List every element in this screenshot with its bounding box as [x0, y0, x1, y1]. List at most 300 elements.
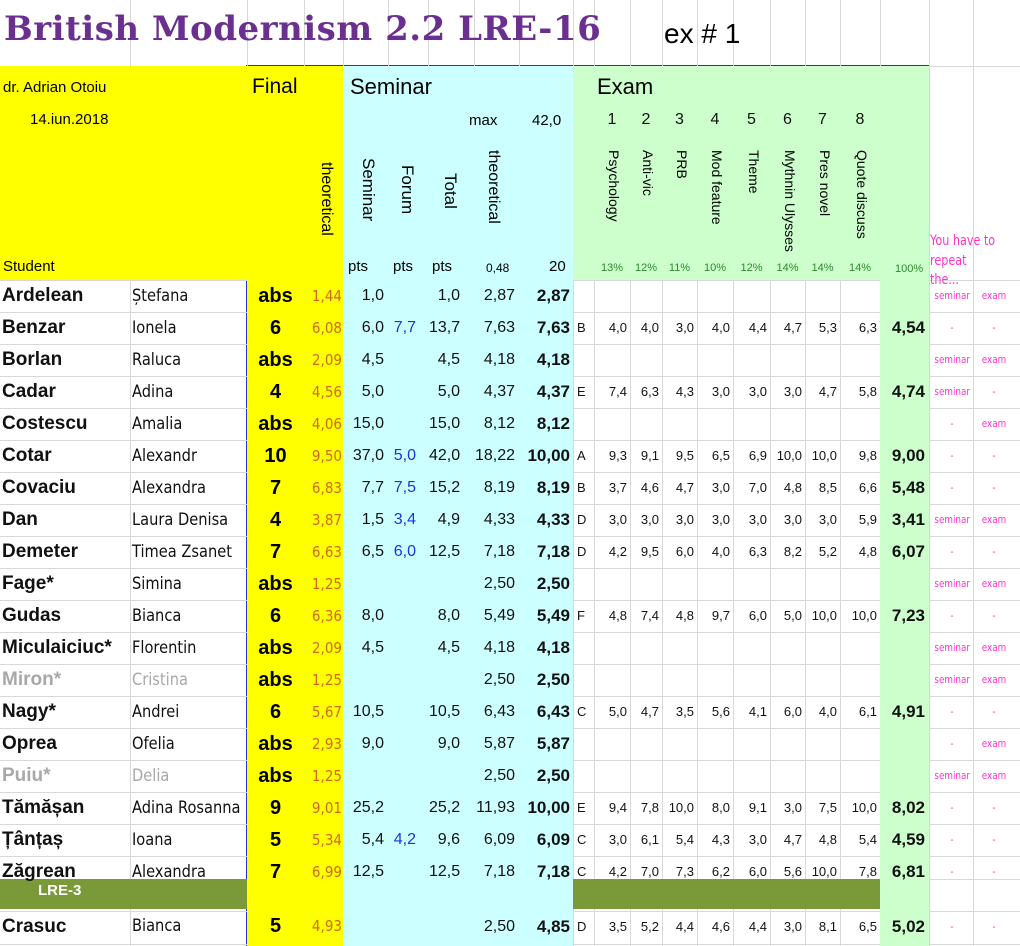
seminar-pts — [344, 760, 384, 792]
forum-pts — [389, 408, 416, 440]
final-grade: 7 — [269, 477, 282, 499]
exam-question-score: 3,0 — [783, 384, 802, 399]
pts-total: pts — [432, 258, 453, 275]
exam-q-pct: 13% — [600, 262, 624, 274]
repeat-seminar: - — [950, 321, 954, 334]
exam-question-score: 4,8 — [783, 480, 802, 495]
final-theoretical: 3,87 — [311, 511, 342, 529]
total-pts — [429, 760, 460, 792]
exam-question-score — [840, 568, 877, 600]
exam-question-score: 5,3 — [818, 320, 837, 335]
total-pts: 13,7 — [429, 319, 461, 336]
student-first-name: Andrei — [132, 702, 180, 722]
grid-col-19 — [973, 0, 974, 946]
exam-question-score: 4,4 — [748, 919, 767, 934]
exam-question-score: 9,8 — [858, 448, 877, 463]
exam-question-score — [805, 568, 837, 600]
forum-pts: 7,5 — [393, 479, 416, 496]
exam-question-score — [594, 344, 627, 376]
seminar-pts — [344, 664, 384, 696]
exam-question-score: 9,7 — [711, 608, 730, 623]
exam-question-score: 5,6 — [711, 704, 730, 719]
exam-question-score: 6,0 — [675, 544, 694, 559]
exam-question-score: 4,7 — [640, 704, 659, 719]
exam-question-score — [840, 728, 877, 760]
exam-total — [880, 280, 925, 312]
seminar-score-20: 4,85 — [536, 917, 570, 936]
teacher-name: dr. Adrian Otoiu — [3, 79, 107, 96]
seminar-theoretical: 18,22 — [475, 447, 516, 464]
exam-question-score — [630, 760, 659, 792]
exam-question-score: 4,8 — [608, 608, 627, 623]
exam-question-score — [805, 344, 837, 376]
student-last-name: Tămășan — [2, 797, 85, 818]
seminar-score-20: 2,87 — [536, 286, 570, 305]
exam-question-score: 4,1 — [748, 704, 767, 719]
exam-letter-grade — [577, 280, 593, 312]
exam-question-score — [630, 568, 659, 600]
seminar-theoretical: 8,19 — [483, 479, 515, 496]
final-grade: 10 — [264, 445, 287, 467]
exam-total-pct: 100% — [895, 263, 924, 275]
exam-question-score — [662, 344, 694, 376]
student-header: Student — [3, 258, 55, 275]
total-pts: 4,5 — [437, 351, 460, 368]
student-first-name: Alexandra — [132, 478, 206, 498]
seminar-pts: 1,0 — [361, 287, 384, 304]
exam-question-score — [697, 408, 730, 440]
student-first-name: Amalia — [132, 414, 183, 434]
exam-question-score: 10,0 — [668, 800, 694, 815]
exam-question-score — [733, 664, 767, 696]
exam-question-score — [594, 760, 627, 792]
exam-question-score: 3,5 — [608, 919, 627, 934]
repeat-exam: exam — [981, 577, 1007, 590]
exam-topic-header: PRB — [673, 150, 690, 179]
student-first-name: Ștefana — [132, 286, 189, 306]
exam-question-score: 6,9 — [748, 448, 767, 463]
exam-question-score: 10,0 — [776, 448, 802, 463]
exam-question-score — [594, 408, 627, 440]
student-last-name: Fage* — [2, 573, 54, 594]
student-first-name: Ioana — [132, 830, 173, 850]
exam-letter-grade: B — [577, 480, 586, 495]
final-theoretical: 6,83 — [311, 479, 342, 497]
exam-total — [880, 344, 925, 376]
repeat-exam: exam — [981, 513, 1007, 526]
exam-question-score — [662, 280, 694, 312]
repeat-seminar: seminar — [934, 673, 971, 686]
sheet-title: British Modernism 2.2 LRE-16 — [4, 9, 602, 49]
exam-total — [880, 632, 925, 664]
exam-question-score: 4,0 — [608, 320, 627, 335]
repeat-seminar: - — [950, 481, 954, 494]
exam-total: 4,59 — [891, 830, 925, 849]
exam-question-score: 10,0 — [811, 608, 837, 623]
repeat-seminar: - — [950, 801, 954, 814]
total-pts: 15,0 — [429, 415, 461, 432]
exam-question-score: 4,8 — [818, 832, 837, 847]
exam-total — [880, 664, 925, 696]
seminar-theoretical: 4,33 — [483, 511, 515, 528]
seminar-theoretical: 2,50 — [483, 671, 515, 688]
total-pts: 25,2 — [429, 799, 461, 816]
exam-letter-grade: F — [577, 608, 585, 623]
exam-q-number: 6 — [783, 111, 792, 128]
repeat-exam: exam — [981, 769, 1007, 782]
seminar-pts: 12,5 — [352, 863, 384, 880]
exam-question-score — [840, 664, 877, 696]
student-first-name: Bianca — [132, 606, 182, 626]
exam-question-score: 3,0 — [783, 512, 802, 527]
repeat-exam: exam — [981, 673, 1007, 686]
exam-question-score: 7,4 — [608, 384, 627, 399]
exam-question-score: 5,0 — [783, 608, 802, 623]
exam-question-score: 4,2 — [608, 544, 627, 559]
total-pts: 10,5 — [429, 703, 461, 720]
final-grade: abs — [258, 573, 293, 595]
exam-question-score — [662, 632, 694, 664]
seminar-pts — [344, 911, 384, 942]
theoretical-final-header: theoretical — [318, 162, 335, 236]
repeat-exam: exam — [981, 353, 1007, 366]
exam-question-score — [840, 280, 877, 312]
repeat-header: You have to repeat the... — [930, 233, 996, 289]
exam-topic-header: Mythnin Ulysses — [781, 150, 798, 252]
exam-question-score: 7,8 — [640, 800, 659, 815]
seminar-pts: 15,0 — [352, 415, 384, 432]
exam-question-score — [733, 760, 767, 792]
student-first-name: Delia — [132, 766, 170, 786]
exam-letter-grade: C — [577, 832, 587, 847]
seminar-theoretical: 5,87 — [483, 735, 515, 752]
exam-question-score: 3,0 — [711, 512, 730, 527]
seminar-theoretical: 4,37 — [483, 383, 515, 400]
final-grade: abs — [258, 285, 293, 307]
exam-question-score: 6,1 — [858, 704, 877, 719]
seminar-score-20: 2,50 — [536, 574, 570, 593]
exam-question-score: 5,8 — [858, 384, 877, 399]
seminar-score-20: 7,18 — [536, 542, 570, 561]
exam-question-score — [697, 728, 730, 760]
total-pts: 5,0 — [437, 383, 460, 400]
exam-question-score: 3,0 — [818, 512, 837, 527]
seminar-score-20: 2,50 — [536, 670, 570, 689]
forum-pts: 4,2 — [393, 831, 416, 848]
total-pts: 4,9 — [437, 511, 460, 528]
exam-question-score — [770, 568, 802, 600]
exam-q-pct: 11% — [668, 262, 691, 274]
exam-question-score: 8,0 — [711, 800, 730, 815]
seminar-score-20: 4,18 — [536, 350, 570, 369]
student-first-name: Ofelia — [132, 734, 175, 754]
exam-topic-header: Anti-vic — [640, 150, 656, 196]
seminar-score-20: 10,00 — [527, 798, 570, 817]
seminar-pts: 37,0 — [352, 447, 384, 464]
ratio-value: 0,48 — [486, 261, 510, 275]
forum-pts — [389, 280, 416, 312]
seminar-theoretical: 5,49 — [483, 607, 515, 624]
exam-q-pct: 12% — [634, 262, 658, 274]
student-last-name: Cotar — [2, 445, 52, 466]
repeat-seminar: - — [950, 737, 954, 750]
exam-question-score: 6,5 — [711, 448, 730, 463]
final-grade: abs — [258, 637, 293, 659]
student-first-name: Bianca — [132, 916, 182, 936]
exam-question-score: 7,0 — [748, 480, 767, 495]
exam-question-score — [630, 728, 659, 760]
exam-question-score: 3,0 — [748, 832, 767, 847]
final-grade: 4 — [269, 381, 282, 403]
exam-question-score: 4,3 — [675, 384, 694, 399]
student-last-name: Borlan — [2, 349, 63, 370]
student-last-name: Zăgrean — [2, 861, 76, 882]
seminar-score-20: 7,18 — [536, 862, 570, 881]
total-pts — [429, 664, 460, 696]
exam-question-score — [805, 408, 837, 440]
exam-question-score: 4,6 — [640, 480, 659, 495]
exam-question-score: 3,0 — [640, 512, 659, 527]
repeat-exam: - — [992, 801, 996, 814]
exam-question-score: 4,4 — [675, 919, 694, 934]
exam-question-score: 6,3 — [640, 384, 659, 399]
repeat-exam: - — [992, 609, 996, 622]
exam-question-score — [805, 632, 837, 664]
repeat-exam: - — [992, 385, 996, 398]
seminar-score-20: 5,87 — [536, 734, 570, 753]
exam-letter-grade: A — [577, 448, 586, 463]
final-grade: 7 — [269, 541, 282, 563]
exam-question-score: 3,7 — [608, 480, 627, 495]
exam-question-score: 9,5 — [640, 544, 659, 559]
repeat-seminar: seminar — [934, 353, 971, 366]
repeat-seminar: - — [950, 920, 954, 933]
exam-question-score — [697, 760, 730, 792]
final-grade: abs — [258, 733, 293, 755]
exam-total — [880, 728, 925, 760]
repeat-exam: exam — [981, 641, 1007, 654]
final-theoretical: 5,67 — [311, 703, 342, 721]
exam-question-score — [770, 408, 802, 440]
exam-total: 5,02 — [891, 917, 925, 936]
exam-question-score: 3,0 — [748, 512, 767, 527]
forum-pts — [389, 696, 416, 728]
exam-question-score: 10,0 — [851, 800, 877, 815]
exam-question-score: 5,9 — [858, 512, 877, 527]
student-header-fill — [0, 66, 247, 280]
exam-question-score — [733, 568, 767, 600]
seminar-score-20: 4,33 — [536, 510, 570, 529]
final-theoretical: 6,08 — [311, 319, 342, 337]
exam-question-score: 3,0 — [748, 384, 767, 399]
total-pts: 9,0 — [437, 735, 460, 752]
repeat-exam: - — [992, 920, 996, 933]
exam-letter-grade: E — [577, 800, 586, 815]
exam-question-score: 8,5 — [818, 480, 837, 495]
exam-question-score: 3,0 — [711, 384, 730, 399]
group-label: LRE-3 — [38, 882, 82, 899]
total-pts: 1,0 — [437, 287, 460, 304]
exam-question-score: 3,0 — [675, 320, 694, 335]
exam-q-pct: 14% — [811, 262, 834, 274]
student-last-name: Costescu — [2, 413, 88, 434]
exam-question-score: 6,0 — [748, 608, 767, 623]
student-first-name: Ionela — [132, 318, 177, 338]
exam-question-score: 6,0 — [783, 704, 802, 719]
forum-pts — [389, 728, 416, 760]
seminar-pts: 4,5 — [361, 639, 384, 656]
seminar-score-20: 6,43 — [536, 702, 570, 721]
student-last-name: Puiu* — [2, 765, 51, 786]
exam-topic-header: Mod feature — [709, 150, 725, 225]
exam-question-score: 6,5 — [858, 919, 877, 934]
exam-question-score — [733, 408, 767, 440]
exam-total: 4,74 — [891, 382, 925, 401]
exam-question-score: 5,0 — [608, 704, 627, 719]
exam-question-score — [630, 664, 659, 696]
student-first-name: Timea Zsanet — [132, 542, 232, 562]
exam-question-score — [733, 728, 767, 760]
exam-question-score: 4,0 — [640, 320, 659, 335]
exam-question-score — [662, 728, 694, 760]
exam-question-score: 4,7 — [675, 480, 694, 495]
exam-question-score: 5,2 — [818, 544, 837, 559]
exam-question-score: 6,0 — [748, 864, 767, 879]
exam-question-score — [594, 280, 627, 312]
final-grade: 6 — [269, 701, 282, 723]
repeat-seminar: - — [950, 545, 954, 558]
exam-question-score: 7,8 — [858, 864, 877, 879]
total-pts — [429, 911, 460, 942]
seminar-theoretical: 7,18 — [483, 543, 515, 560]
exam-total — [880, 568, 925, 600]
exam-question-score: 3,0 — [608, 512, 627, 527]
seminar-theoretical: 8,12 — [483, 415, 515, 432]
exam-letter-grade: D — [577, 512, 587, 527]
twenty-value: 20 — [549, 258, 566, 275]
seminar-theoretical: 2,50 — [483, 767, 515, 784]
final-theoretical: 9,50 — [311, 447, 342, 465]
exam-total — [880, 760, 925, 792]
final-theoretical: 9,01 — [311, 799, 342, 817]
exam-letter-grade: C — [577, 864, 587, 879]
student-last-name: Demeter — [2, 541, 79, 562]
final-theoretical: 4,93 — [311, 917, 342, 935]
final-theoretical: 1,25 — [311, 767, 342, 785]
exercise-label: ex # 1 — [664, 18, 741, 49]
seminar-theoretical: 6,09 — [483, 831, 515, 848]
repeat-seminar: seminar — [934, 641, 971, 654]
exam-question-score: 5,6 — [783, 864, 802, 879]
exam-question-score — [805, 664, 837, 696]
repeat-seminar: - — [950, 705, 954, 718]
student-first-name: Alexandra — [132, 862, 206, 882]
max-value: 42,0 — [532, 112, 562, 129]
forum-pts — [389, 344, 416, 376]
seminar-theoretical: 2,87 — [483, 287, 515, 304]
exam-question-score — [805, 728, 837, 760]
final-grade: 6 — [269, 317, 282, 339]
total-pts — [429, 568, 460, 600]
exam-question-score: 4,8 — [675, 608, 694, 623]
seminar-pts: 10,5 — [352, 703, 384, 720]
exam-question-score: 4,6 — [711, 919, 730, 934]
exam-total: 9,00 — [891, 446, 925, 465]
final-theoretical: 4,06 — [311, 415, 342, 433]
student-last-name: Cadar — [2, 381, 56, 402]
forum-pts — [389, 856, 416, 888]
final-grade: abs — [258, 669, 293, 691]
exam-topic-header: Pres novel — [816, 150, 833, 217]
forum-pts — [389, 568, 416, 600]
exam-q-pct: 14% — [776, 262, 799, 274]
exam-question-score: 7,4 — [640, 608, 659, 623]
exam-question-score: 10,0 — [811, 448, 837, 463]
exam-letter-grade — [577, 344, 593, 376]
exam-letter-grade — [577, 664, 593, 696]
seminar-pts: 4,5 — [361, 351, 384, 368]
total-pts: 12,5 — [429, 543, 461, 560]
exam-total: 3,41 — [891, 510, 925, 529]
exam-total: 7,23 — [891, 606, 925, 625]
student-last-name: Oprea — [2, 733, 57, 754]
final-theoretical: 4,56 — [311, 383, 342, 401]
exam-letter-grade — [577, 760, 593, 792]
final-theoretical: 6,99 — [311, 863, 342, 881]
exam-question-score — [840, 344, 877, 376]
exam-q-number: 3 — [675, 111, 684, 128]
exam-question-score — [733, 632, 767, 664]
exam-total: 6,07 — [891, 542, 925, 561]
seminar-score-20: 8,12 — [536, 414, 570, 433]
final-grade: 4 — [269, 509, 282, 531]
sheet-date: 14.iun.2018 — [30, 111, 109, 128]
exam-q-number: 8 — [855, 111, 865, 128]
exam-total: 4,54 — [891, 318, 925, 337]
forum-pts: 7,7 — [393, 319, 416, 336]
exam-letter-grade: D — [577, 919, 587, 934]
seminar-pts: 5,4 — [361, 831, 384, 848]
final-theoretical: 6,63 — [311, 543, 342, 561]
repeat-seminar: - — [950, 865, 954, 878]
seminar-score-20: 4,37 — [536, 382, 570, 401]
student-first-name: Florentin — [132, 638, 197, 658]
exam-topic-header: Psychology — [606, 150, 622, 222]
seminar-theoretical: 4,18 — [483, 639, 515, 656]
student-last-name: Nagy* — [2, 701, 56, 722]
exam-question-score — [770, 280, 802, 312]
forum-pts — [389, 911, 416, 942]
final-grade: 5 — [269, 915, 282, 937]
seminar-pts: 6,5 — [361, 543, 384, 560]
seminar-score-20: 8,19 — [536, 478, 570, 497]
student-last-name: Țânțaș — [2, 829, 64, 850]
exam-question-score — [770, 760, 802, 792]
grid-col-18 — [929, 0, 930, 946]
exam-total: 4,91 — [891, 702, 925, 721]
exam-letter-grade — [577, 728, 593, 760]
exam-question-score: 6,3 — [748, 544, 767, 559]
final-grade: 7 — [269, 861, 282, 883]
forum-pts: 5,0 — [393, 447, 416, 464]
exam-total: 8,02 — [891, 798, 925, 817]
exam-letter-grade: D — [577, 544, 587, 559]
forum-pts — [389, 664, 416, 696]
forum-pts — [389, 600, 416, 632]
exam-question-score: 6,2 — [711, 864, 730, 879]
seminar-col-header: Seminar — [359, 158, 378, 222]
exam-question-score: 4,2 — [608, 864, 627, 879]
